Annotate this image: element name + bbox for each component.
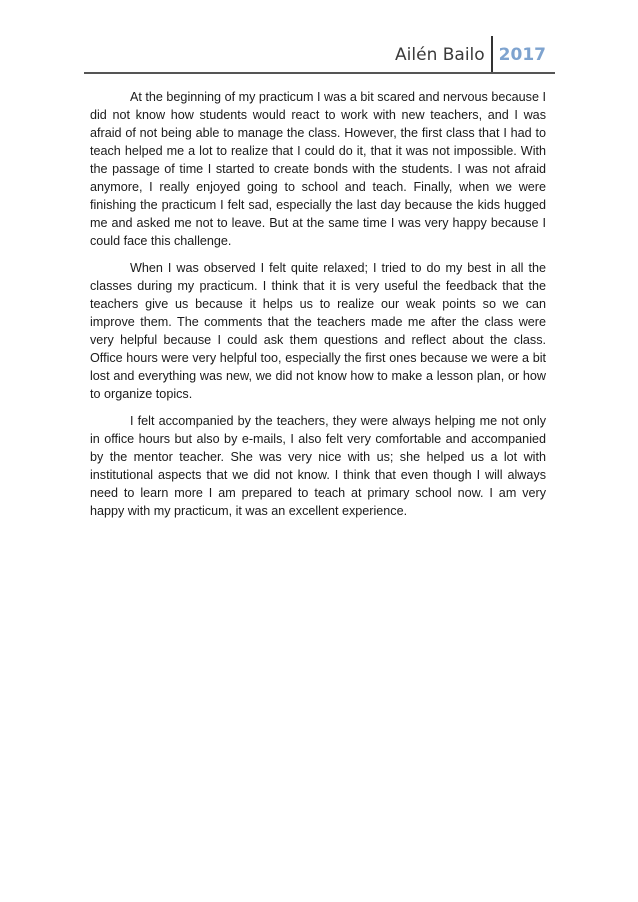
- header-year: 2017: [498, 45, 546, 65]
- paragraph-1: At the beginning of my practicum I was a bit scared and nervous because I did not know how students would react to work with new teachers, and I was afraid of not being able to manage the class. However, the first class that I had to teach helped me a lot to realize that I could do it, that it was not impossible. With the passage of time I started to create bonds with the students. I was not afraid anymore, I really enjoyed going to school and teach. Finally, when we were finishing the practicum I felt sad, especially the last day because the kids hugged me and asked me not to leave. But at the same time I was very happy because I could face this challenge.: [90, 90, 546, 248]
- document-body: [90, 88, 546, 529]
- page-header: [395, 36, 546, 74]
- header-rule: [84, 72, 555, 74]
- author-name: Ailén Bailo: [395, 45, 485, 65]
- paragraph-2: When I was observed I felt quite relaxed; I tried to do my best in all the classes during my practicum. I think that it is very useful the feedback that the teachers give us because it helps us to realize our weak points so we can improve them. The comments that the teachers made me after the class were very helpful because I could ask them questions and reflect about the class. Office hours were very helpful too, especially the first ones because we were a bit lost and everything was new, we did not know how to make a lesson plan, or how to organize topics.: [90, 261, 546, 401]
- paragraph-3: I felt accompanied by the teachers, they were always helping me not only in office hours but also by e-mails, I also felt very comfortable and accompanied by the mentor teacher. She was very nice with us; she helped us a lot with institutional aspects that we did not know. I think that even though I will always need to learn more I am prepared to teach at primary school now. I am very happy with my practicum, it was an excellent experience.: [90, 414, 546, 518]
